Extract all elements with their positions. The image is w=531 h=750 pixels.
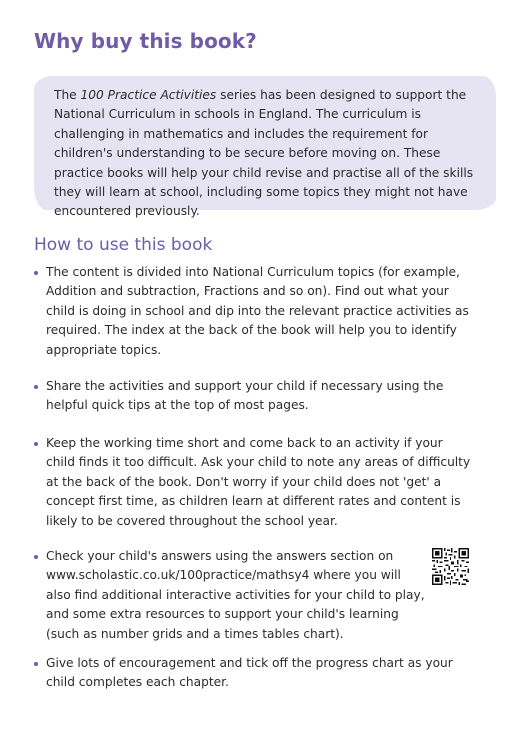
list-item-text: The content is divided into National Curriculum topics (for example, Addition and subtraction, Fractions and so on). Find out what your child is doing in school and dip into the relevant practice activities as required. The index at the back of the book will help you to identify appropriate topics.	[46, 265, 469, 357]
bullet-dot-icon	[34, 271, 38, 275]
why-paragraph	[54, 86, 486, 222]
bullet-dot-icon	[34, 385, 38, 389]
bullet-dot-icon	[34, 442, 38, 446]
list-item	[34, 377, 474, 416]
bullet-dot-icon	[34, 662, 38, 666]
qr-code-icon[interactable]	[432, 548, 469, 585]
list-item-text: Check your child's answers using the answers section on www.scholastic.co.uk/100practice/mathsy4 where you will also find additional interactive activities for your child to play, and some extra resources to support your child's learning (such as number grids and a times tables chart).	[46, 549, 425, 641]
list-item	[34, 434, 474, 531]
list-item-text: Share the activities and support your child if necessary using the helpful quick tips at the top of most pages.	[46, 379, 444, 413]
list-item	[34, 654, 474, 693]
list-item-text: Keep the working time short and come back to an activity if your child finds it too difficult. Ask your child to note any areas of difficulty at the back of the book. Don't worry if your child does not 'get' a concept first time, as children learn at different rates and content is likely to be covered throughout the school year.	[46, 436, 471, 528]
bullet-dot-icon	[34, 555, 38, 559]
why-lead: The	[54, 88, 81, 102]
list-item-text: Give lots of encouragement and tick off the progress chart as your child completes each chapter.	[46, 656, 453, 690]
list-item	[34, 547, 429, 644]
list-item	[34, 263, 474, 360]
series-title: 100 Practice Activities	[80, 88, 217, 102]
why-heading: Why buy this book?	[34, 29, 257, 53]
howto-heading: How to use this book	[34, 235, 213, 255]
why-body: series has been designed to support the National Curriculum in schools in England. The curriculum is challenging in mathematics and includes the requirement for children's understanding to be secure before moving on. These practice books will help your child revise and practise all of the skills they will learn at school, including some topics they might not have encountered previously.	[54, 88, 474, 219]
